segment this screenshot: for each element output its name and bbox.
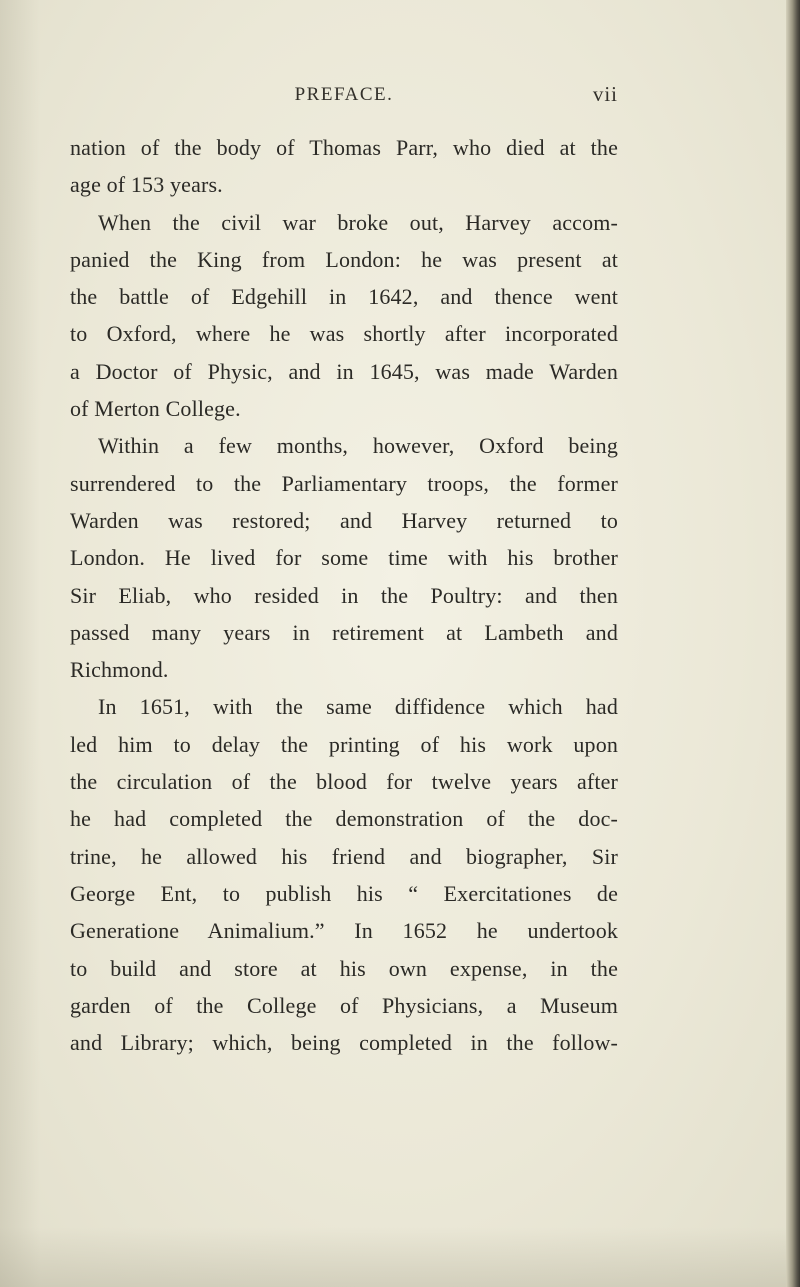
text-line: of Merton College. xyxy=(70,396,241,422)
text-line: Richmond. xyxy=(70,657,169,683)
text-line: Warden was restored; and Harvey returned to xyxy=(70,507,618,533)
text-line: panied the King from London: he was present at xyxy=(70,246,618,272)
text-line: the battle of Edgehill in 1642, and thence went xyxy=(70,284,618,310)
text-line: to build and store at his own expense, in the xyxy=(70,955,618,981)
text-line: he had completed the demonstration of the doc- xyxy=(70,806,618,832)
text-line: nation of the body of Thomas Parr, who died at the xyxy=(70,135,618,160)
text-line: the circulation of the blood for twelve years after xyxy=(70,769,618,795)
text-line: and Library; which, being completed in the follow- xyxy=(70,1030,618,1056)
text-line: passed many years in retirement at Lambeth and xyxy=(70,619,618,645)
text-line: Sir Eliab, who resided in the Poultry: and then xyxy=(70,582,618,608)
running-head: PREFACE. xyxy=(294,84,394,105)
text-line: a Doctor of Physic, and in 1645, was made Warden xyxy=(70,358,618,384)
page-left-shadow xyxy=(0,0,40,1287)
page-number: vii xyxy=(592,82,618,106)
text-line: George Ent, to publish his “ Exercitationes de xyxy=(70,880,618,906)
page-bottom-shadow xyxy=(0,1227,800,1287)
text-line: Within a few months, however, Oxford being xyxy=(98,433,618,459)
text-line: In 1651, with the same diffidence which had xyxy=(98,694,618,720)
text-line: garden of the College of Physicians, a Museum xyxy=(70,992,618,1018)
page-header xyxy=(70,84,618,114)
text-line: to Oxford, where he was shortly after incorporated xyxy=(70,321,618,347)
text-line: London. He lived for some time with his brother xyxy=(70,545,618,571)
text-line: surrendered to the Parliamentary troops, the former xyxy=(70,470,618,496)
body-text xyxy=(70,129,618,1061)
page-binding-edge xyxy=(786,0,800,1287)
text-line: When the civil war broke out, Harvey accom- xyxy=(98,209,618,235)
text-line: trine, he allowed his friend and biographer, Sir xyxy=(70,843,618,869)
text-line: led him to delay the printing of his work upon xyxy=(70,731,618,757)
text-line: Generatione Animalium.” In 1652 he undertook xyxy=(70,918,618,944)
text-line: age of 153 years. xyxy=(70,172,223,198)
